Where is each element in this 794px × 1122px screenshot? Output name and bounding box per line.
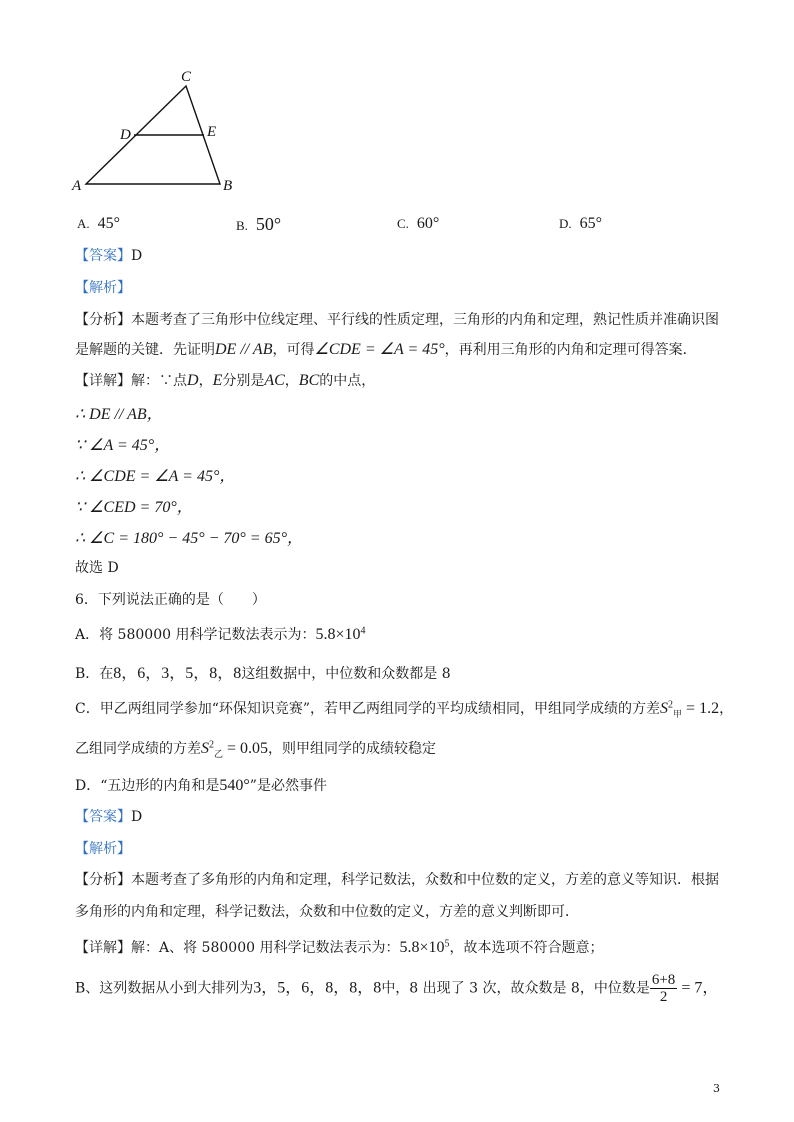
detail-tag: 【详解】 — [75, 940, 131, 956]
q6-option-a: A．将 580000 用科学记数法表示为：$5.8\times 10^4$ — [75, 625, 366, 643]
q5-step-1: ∴ DE // AB， — [75, 406, 163, 423]
q6-option-c-line2: 乙组同学成绩的方差$S^2_乙 = 0.05$，则甲组同学的成绩较稳定 — [75, 739, 437, 760]
q5-option-a: A. 45° — [77, 215, 121, 232]
page-number: 3 — [713, 1082, 720, 1095]
q5-step-5: ∴ ∠C = 180° − 45° − 70° = 65°， — [75, 530, 303, 547]
q6-stem: 6．下列说法正确的是（ ） — [75, 592, 266, 608]
fenxi-tag: 【分析】 — [75, 872, 131, 888]
label-d: D — [120, 127, 131, 143]
q6-option-c-line1: C．甲乙两组同学参加“环保知识竞赛”，若甲乙两组同学的平均成绩相同，甲组同学成绩的方差$S^2_甲 = 1.2$， — [75, 699, 734, 720]
q5-fenxi-line1: 【分析】本题考查了三角形中位线定理、平行线的性质定理，三角形的内角和定理，熟记性质并准确识图 — [75, 312, 719, 328]
fenxi-tag: 【分析】 — [75, 312, 131, 328]
label-e: E — [207, 124, 217, 140]
triangle-figure — [68, 68, 248, 198]
q5-option-b: B. 50° — [236, 214, 282, 234]
q5-step-2: ∵ ∠A = 45°， — [75, 437, 171, 454]
q5-step-3: ∴ ∠CDE = ∠A = 45°， — [75, 468, 236, 485]
answer-tag: 【答案】 — [75, 248, 131, 264]
label-b: B — [223, 178, 233, 194]
q5-step-4: ∵ ∠CED = 70°， — [75, 499, 193, 516]
q5-answer: 【答案】D — [75, 248, 143, 264]
q5-analysis-tag: 【解析】 — [75, 280, 131, 296]
q5-option-d: D. 65° — [559, 215, 603, 232]
q5-fenxi-line2: 是解题的关键．先证明DE // AB，可得∠CDE = ∠A = 45°，再利用三角形的内角和定理可得答案． — [75, 341, 697, 358]
answer-tag: 【答案】 — [75, 809, 131, 825]
label-a: A — [72, 178, 82, 194]
detail-tag: 【详解】 — [75, 373, 131, 389]
q6-analysis-tag: 【解析】 — [75, 841, 131, 857]
q6-option-d: D．“五边形的内角和是540°”是必然事件 — [75, 777, 327, 794]
q6-answer: 【答案】D — [75, 809, 143, 825]
q6-detail-a: 【详解】解：A、将 580000 用科学记数法表示为：$5.8\times 10^5$，故本选项不符合题意； — [75, 938, 604, 956]
label-c: C — [181, 69, 192, 85]
q6-fenxi-line1: 【分析】本题考查了多角形的内角和定理，科学记数法，众数和中位数的定义，方差的意义等知识．根据 — [75, 872, 719, 888]
q6-option-b: B．在8，6，3，5，8，8这组数据中，中位数和众数都是 8 — [75, 665, 451, 682]
q6-detail-b: B、这列数据从小到大排列为3，5，6，8，8，8中，8 出现了 3 次，故众数是 8，中位数是 $\frac{6+8}{2}$ = 7， — [75, 972, 719, 1005]
q5-option-c: C. 60° — [397, 215, 440, 232]
q6-fenxi-line2: 多角形的内角和定理，科学记数法，众数和中位数的定义，方差的意义判断即可． — [75, 904, 579, 920]
q5-conclusion: 故选 D — [75, 560, 119, 576]
median-fraction: $\frac{6+8}{2}$ — [651, 972, 676, 1005]
q5-detail-line1: 【详解】解：∵点D，E分别是AC，BC的中点， — [75, 372, 376, 389]
